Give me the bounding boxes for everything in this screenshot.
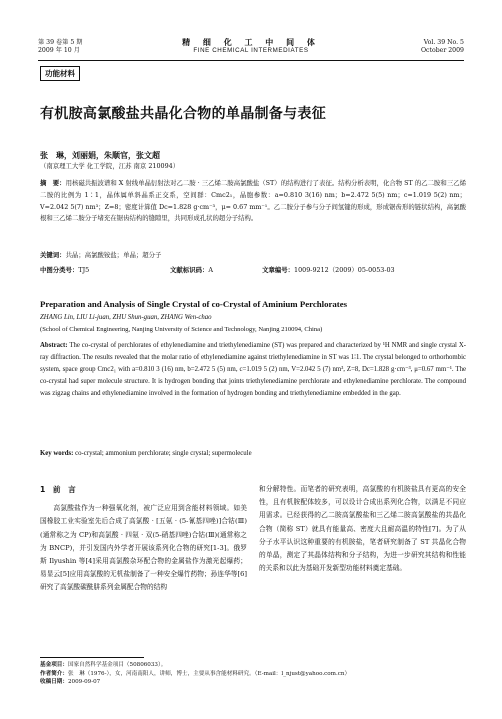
abstract-cn [40,178,466,225]
keywords-en-label: Key words: [40,450,74,457]
header-right [421,39,464,55]
header-volume-en: Vol. 39 No. 5 [423,39,464,46]
fund-text: 国家自然科学基金项目（50806033）。 [67,662,167,668]
author-note-text: 张 琳（1976-），女，河南南阳人，讲师，博士，主要从事含能材料研究。（E-mail：l_njust@yahoo.com.cn） [67,670,351,677]
author-note [40,670,466,679]
abstract-cn-label: 摘 要： [40,179,66,187]
article-number-label: 文章编号： [262,266,295,274]
authors-cn: 张 琳，刘丽娟，朱顺官，张文超 [40,151,160,160]
affiliation-en: (School of Chemical Engineering, Nanjing University of Science and Technology, Nanjing 210094, China) [40,326,323,333]
received-note [40,678,466,687]
clc-value: TJ5 [78,266,90,274]
fund-note [40,661,466,670]
keywords-cn [40,250,466,262]
affiliation-cn: （南京理工大学 化工学院，江苏 南京 210094） [40,162,180,170]
journal-name-en: FINE CHEMICAL INTERMEDIATES [193,47,309,54]
doc-code-value: A [208,266,214,274]
doc-code-field [170,265,260,274]
fund-label: 基金项目： [40,662,68,668]
intro-paragraph-right: 和分解特性。而笔者的研究表明，高氯酸的有机胺盐具有更高的安全性，且有机胺配体较多，可以设计合成出系列化合物，以满足不同应用需求。已经获得的乙二胺高氯酸盐和三乙烯二胺高氯酸盐的共晶化合物（简称 ST）就具有能量高、密度大且耐高温的特性[7]。为了从分子水平认识这种重要的有机胺盐，笔者研究制备了 ST 共晶化合物的单晶，测定了其晶体结构和分子结构，为进一步研究其结构和性能的关系和以此为基础开发新型功能材料奠定基础。 [259,485,466,573]
keywords-cn-text: 共晶；高氯酸铵盐；单晶；超分子 [65,251,162,259]
received-date: 2009-09-07 [67,679,101,686]
abstract-en [40,340,466,400]
header-volume-cn: 第 39 卷第 5 期 [38,39,83,46]
footnote-rule [40,657,144,658]
body-column-right [259,483,466,575]
keywords-en-text: co-crystal; ammonium perchlorate; single crystal; supermolecule [75,450,252,457]
article-number-field [262,265,395,274]
header-date-en: October 2009 [420,47,464,54]
keywords-cn-label: 关键词： [40,251,66,259]
header-date-cn: 2009 年 10 月 [38,47,80,54]
abstract-en-label: Abstract: [40,342,68,349]
keywords-en [40,450,466,457]
authors-en: ZHANG Lin, LIU Li-juan, ZHU Shun-guan, ZHANG Wen-chao [40,314,212,321]
clc-field [40,265,168,274]
article-number-value: 1009-9212（2009）05-0053-03 [294,266,395,274]
classification-line [40,265,466,274]
received-label: 收稿日期： [40,679,68,686]
intro-paragraph-left: 高氯酸盐作为一种强氧化剂，被广泛应用到含能材料领域。如美国橡胶工业实验室先后合成了高氯酸 · [五氨 · (5-氰基四唑)]合钴(Ⅲ)(通常称之为 CP)和高氯酸 · 四氨 · 双(5-硝基四唑)合钴(Ⅲ)(通常称之为 BNCP)，并引发国内外学者开展该系列化合物的研究[1-3]。俄罗斯 Ilyushin 等[4]采用高氯酸杂环配合物的金属盐作为激光起爆药；易显云[5]应用高氯酸的无机盐制备了一种安全爆竹药物；孙连华等[6]研究了高氯酸碳酰肼系列金属配合物的结构 [40,504,247,592]
footnotes [40,661,466,687]
article-title-cn: 有机胺高氯酸盐共晶化合物的单晶制备与表征 [40,106,326,122]
abstract-cn-text: 用核磁共振波谱和 X 射线单晶衍射法对乙二胺 · 三乙烯二胺高氯酸盐（ST）的结构进行了表征。结构分析表明，化合物 ST 的乙二胺和三乙烯二胺的比例为 1∶1，晶体属单斜晶系正交系，空间群：Cmc2₁，晶胞参数：a=0.810 3(16) nm；b=2.472 5(5) nm；c=1.019 5(2) nm；V=2.042 5(7) nm³；Z=8；密度计算值 Dc=1.828 g·cm⁻³，μ= 0.67 mm⁻¹。乙二胺分子参与分子间氢键的形成，形成锯齿形的链状结构，高氯酸根和三乙烯二胺分子堵充在锯齿结构的缝隙里，共同形成孔状的超分子结构。 [40,179,466,223]
author-note-label: 作者简介： [40,670,68,677]
header-center [38,39,464,55]
abstract-en-text: The co-crystal of perchlorates of ethylenediamine and triethylenediamine (ST) was prepared and characterized by ¹H NMR and single crystal X-ray diffraction. The results revealed that the molar ratio of ethylenediamine against triethylenediamine in ST was 1∶1. The crystal belonged to orthorhombic system, space group Cmc2₁ with a=0.810 3 (16) nm, b=2.472 5 (5) nm, c=1.019 5 (2) nm, V=2.042 5 (7) nm³, Z=8, Dc=1.828 g·cm⁻³, μ=0.67 mm⁻¹. The co-crystal had super molecule structure. It is hydrogen bonding that joints triethylenediamine perchlorate and ethylenediamine perchlorate. The compound was zigzag chains and ethylenediamine involved in the formation of hydrogen bonding and triethylenediamine embedded in the gap. [40,342,466,397]
section-tag: 功能材料 [40,66,80,81]
doc-code-label: 文献标识码： [170,266,209,274]
section-heading-intro: 1 前 言 [40,485,76,494]
body-column-left [40,483,247,595]
header-rule [38,60,464,61]
journal-name-cn: 精 细 化 工 中 间 体 [182,38,320,47]
clc-label: 中图分类号： [40,266,79,274]
article-title-en: Preparation and Analysis of Single Crystal of co-Crystal of Aminium Perchlorates [40,299,348,309]
